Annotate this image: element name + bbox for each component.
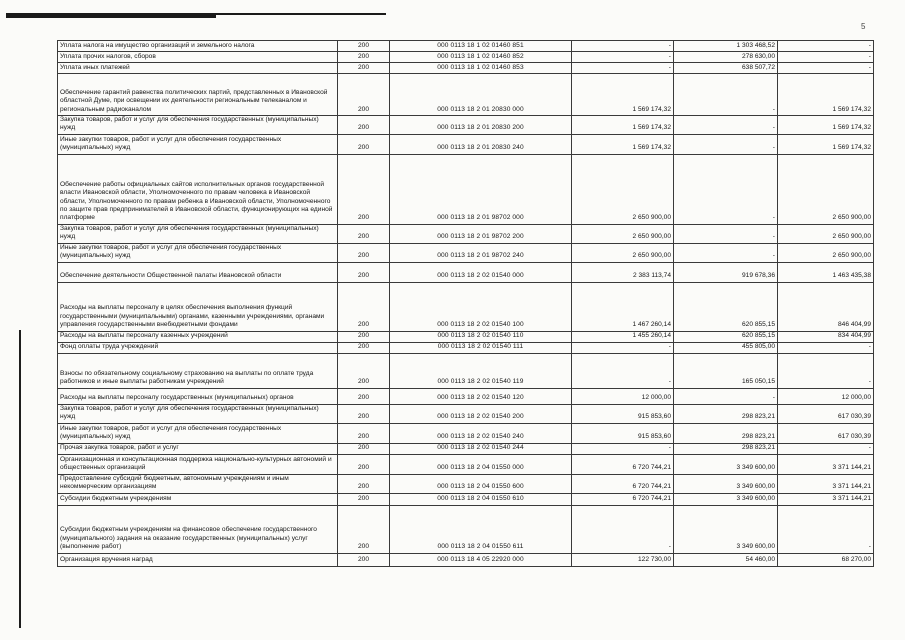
row-approved-amount: -	[572, 63, 674, 74]
row-classification-code: 000 0113 18 1 02 01460 853	[390, 63, 572, 74]
row-line-code: 200	[338, 404, 390, 423]
scan-artifact-edge	[19, 330, 21, 628]
row-approved-amount: -	[572, 443, 674, 454]
row-line-code: 200	[338, 454, 390, 474]
row-description: Обеспечение гарантий равенства политических партий, представленных в Ивановской областной Думе, при освещении их деятельности региональным телеканалом и региональным радиоканалом	[58, 74, 338, 116]
row-executed-amount: 638 507,72	[674, 63, 778, 74]
row-remaining-amount: 617 030,39	[778, 404, 874, 423]
table-row	[58, 74, 874, 116]
row-executed-amount: 298 823,21	[674, 423, 778, 443]
table-row	[58, 443, 874, 454]
row-remaining-amount: 1 463 435,38	[778, 262, 874, 282]
row-line-code: 200	[338, 52, 390, 63]
row-line-code: 200	[338, 443, 390, 454]
row-executed-amount: 455 805,00	[674, 342, 778, 353]
row-approved-amount: 1 455 260,14	[572, 331, 674, 342]
table-row	[58, 454, 874, 474]
row-executed-amount: -	[674, 243, 778, 262]
row-line-code: 200	[338, 262, 390, 282]
row-executed-amount: -	[674, 116, 778, 135]
row-approved-amount: 2 650 900,00	[572, 154, 674, 224]
row-remaining-amount: -	[778, 443, 874, 454]
table-row	[58, 388, 874, 404]
row-classification-code: 000 0113 18 2 01 20830 240	[390, 134, 572, 154]
row-executed-amount: 620 855,15	[674, 331, 778, 342]
row-description: Уплата прочих налогов, сборов	[58, 52, 338, 63]
row-remaining-amount: 834 404,99	[778, 331, 874, 342]
table-row	[58, 262, 874, 282]
row-classification-code: 000 0113 18 1 02 01460 851	[390, 41, 572, 52]
row-classification-code: 000 0113 18 2 02 01540 119	[390, 353, 572, 388]
budget-execution-table	[57, 40, 874, 567]
table-row	[58, 493, 874, 505]
row-line-code: 200	[338, 553, 390, 566]
row-description: Обеспечение работы официальных сайтов исполнительных органов государственной власти Ивановской области, Уполномоченного по правам человека в Ивановской области, Уполномоченного по правам ребенка в Ивановской области, Уполномоченного по защите прав предпринимателей в Ивановской области, функционирующих на единой платформе	[58, 154, 338, 224]
row-line-code: 200	[338, 331, 390, 342]
table-row	[58, 474, 874, 493]
row-remaining-amount: 2 650 900,00	[778, 243, 874, 262]
table-row	[58, 224, 874, 243]
row-classification-code: 000 0113 18 4 05 22920 000	[390, 553, 572, 566]
table-row	[58, 243, 874, 262]
table-row	[58, 282, 874, 331]
row-classification-code: 000 0113 18 2 01 20830 000	[390, 74, 572, 116]
row-approved-amount: 122 730,00	[572, 553, 674, 566]
row-line-code: 200	[338, 353, 390, 388]
table-row	[58, 342, 874, 353]
row-description: Закупка товаров, работ и услуг для обеспечения государственных (муниципальных) нужд	[58, 224, 338, 243]
row-approved-amount: 12 000,00	[572, 388, 674, 404]
row-line-code: 200	[338, 474, 390, 493]
row-executed-amount: 165 050,15	[674, 353, 778, 388]
row-line-code: 200	[338, 423, 390, 443]
row-approved-amount: -	[572, 342, 674, 353]
page-number: 5	[861, 22, 865, 31]
row-remaining-amount: -	[778, 342, 874, 353]
row-approved-amount: 1 569 174,32	[572, 116, 674, 135]
row-approved-amount: 1 569 174,32	[572, 134, 674, 154]
row-executed-amount: 298 823,21	[674, 443, 778, 454]
row-description: Закупка товаров, работ и услуг для обеспечения государственных (муниципальных) нужд	[58, 116, 338, 135]
row-classification-code: 000 0113 18 2 02 01540 100	[390, 282, 572, 331]
row-description: Уплата иных платежей	[58, 63, 338, 74]
table-row	[58, 331, 874, 342]
row-remaining-amount: 1 569 174,32	[778, 134, 874, 154]
row-classification-code: 000 0113 18 2 02 01540 000	[390, 262, 572, 282]
row-description: Расходы на выплаты персоналу в целях обеспечения выполнения функций государственными (муниципальными) органами, казенными учреждениями, органами управления государственными внебюджетными фондами	[58, 282, 338, 331]
row-classification-code: 000 0113 18 2 04 01550 000	[390, 454, 572, 474]
row-line-code: 200	[338, 493, 390, 505]
row-executed-amount: -	[674, 134, 778, 154]
row-remaining-amount: -	[778, 63, 874, 74]
row-executed-amount: 1 303 468,52	[674, 41, 778, 52]
row-remaining-amount: 2 650 900,00	[778, 154, 874, 224]
table-row	[58, 505, 874, 553]
row-description: Закупка товаров, работ и услуг для обеспечения государственных (муниципальных) нужд	[58, 404, 338, 423]
row-executed-amount: -	[674, 224, 778, 243]
row-line-code: 200	[338, 116, 390, 135]
row-classification-code: 000 0113 18 2 01 98702 240	[390, 243, 572, 262]
row-description: Прочая закупка товаров, работ и услуг	[58, 443, 338, 454]
table-body	[58, 41, 874, 567]
row-line-code: 200	[338, 342, 390, 353]
row-remaining-amount: 1 569 174,32	[778, 116, 874, 135]
row-description: Иные закупки товаров, работ и услуг для обеспечения государственных (муниципальных) нужд	[58, 423, 338, 443]
row-classification-code: 000 0113 18 2 02 01540 120	[390, 388, 572, 404]
row-remaining-amount: 3 371 144,21	[778, 493, 874, 505]
row-description: Иные закупки товаров, работ и услуг для обеспечения государственных (муниципальных) нужд	[58, 243, 338, 262]
row-remaining-amount: 617 030,39	[778, 423, 874, 443]
row-executed-amount: 3 349 600,00	[674, 454, 778, 474]
table-row	[58, 63, 874, 74]
row-approved-amount: 2 383 113,74	[572, 262, 674, 282]
row-description: Иные закупки товаров, работ и услуг для обеспечения государственных (муниципальных) нужд	[58, 134, 338, 154]
row-approved-amount: -	[572, 353, 674, 388]
row-line-code: 200	[338, 243, 390, 262]
table-row	[58, 52, 874, 63]
row-executed-amount: -	[674, 74, 778, 116]
row-line-code: 200	[338, 224, 390, 243]
row-classification-code: 000 0113 18 2 04 01550 600	[390, 474, 572, 493]
row-remaining-amount: 846 404,99	[778, 282, 874, 331]
row-line-code: 200	[338, 505, 390, 553]
row-remaining-amount: -	[778, 41, 874, 52]
row-description: Фонд оплаты труда учреждений	[58, 342, 338, 353]
row-description: Субсидии бюджетным учреждениям на финансовое обеспечение государственного (муниципального) задания на оказание государственных (муниципальных) услуг (выполнение работ)	[58, 505, 338, 553]
row-line-code: 200	[338, 282, 390, 331]
row-description: Расходы на выплаты персоналу государственных (муниципальных) органов	[58, 388, 338, 404]
row-description: Взносы по обязательному социальному страхованию на выплаты по оплате труда работников и иные выплаты работникам учреждений	[58, 353, 338, 388]
row-classification-code: 000 0113 18 2 01 20830 200	[390, 116, 572, 135]
row-remaining-amount: -	[778, 52, 874, 63]
row-approved-amount: -	[572, 52, 674, 63]
row-classification-code: 000 0113 18 2 02 01540 200	[390, 404, 572, 423]
row-approved-amount: 6 720 744,21	[572, 454, 674, 474]
scan-artifact-bar	[6, 15, 216, 18]
row-executed-amount: 54 460,00	[674, 553, 778, 566]
row-remaining-amount: 1 569 174,32	[778, 74, 874, 116]
row-approved-amount: 2 650 900,00	[572, 243, 674, 262]
row-executed-amount: 298 823,21	[674, 404, 778, 423]
row-classification-code: 000 0113 18 2 01 98702 000	[390, 154, 572, 224]
row-description: Уплата налога на имущество организаций и земельного налога	[58, 41, 338, 52]
table-row	[58, 553, 874, 566]
row-approved-amount: 2 650 900,00	[572, 224, 674, 243]
row-remaining-amount: 68 270,00	[778, 553, 874, 566]
row-classification-code: 000 0113 18 1 02 01460 852	[390, 52, 572, 63]
row-remaining-amount: 3 371 144,21	[778, 454, 874, 474]
row-executed-amount: 919 678,36	[674, 262, 778, 282]
row-line-code: 200	[338, 63, 390, 74]
row-classification-code: 000 0113 18 2 02 01540 244	[390, 443, 572, 454]
table-row	[58, 116, 874, 135]
row-executed-amount: -	[674, 154, 778, 224]
row-approved-amount: 1 569 174,32	[572, 74, 674, 116]
row-classification-code: 000 0113 18 2 01 98702 200	[390, 224, 572, 243]
row-description: Предоставление субсидий бюджетным, автономным учреждениям и иным некоммерческим организациям	[58, 474, 338, 493]
row-approved-amount: 915 853,60	[572, 423, 674, 443]
row-remaining-amount: 2 650 900,00	[778, 224, 874, 243]
row-classification-code: 000 0113 18 2 04 01550 610	[390, 493, 572, 505]
row-remaining-amount: -	[778, 353, 874, 388]
row-executed-amount: 278 630,00	[674, 52, 778, 63]
row-line-code: 200	[338, 134, 390, 154]
row-executed-amount: -	[674, 388, 778, 404]
row-remaining-amount: 12 000,00	[778, 388, 874, 404]
row-executed-amount: 3 349 600,00	[674, 505, 778, 553]
row-classification-code: 000 0113 18 2 02 01540 240	[390, 423, 572, 443]
row-description: Организационная и консультационная поддержка национально-культурных автономий и общественных организаций	[58, 454, 338, 474]
row-approved-amount: -	[572, 505, 674, 553]
table-row	[58, 154, 874, 224]
row-line-code: 200	[338, 388, 390, 404]
row-line-code: 200	[338, 41, 390, 52]
table-row	[58, 353, 874, 388]
row-executed-amount: 3 349 600,00	[674, 474, 778, 493]
row-approved-amount: 1 467 260,14	[572, 282, 674, 331]
row-approved-amount: 6 720 744,21	[572, 493, 674, 505]
row-classification-code: 000 0113 18 2 02 01540 110	[390, 331, 572, 342]
row-description: Расходы на выплаты персоналу казенных учреждений	[58, 331, 338, 342]
row-remaining-amount: 3 371 144,21	[778, 474, 874, 493]
row-line-code: 200	[338, 154, 390, 224]
table-row	[58, 41, 874, 52]
row-line-code: 200	[338, 74, 390, 116]
table-row	[58, 134, 874, 154]
row-executed-amount: 3 349 600,00	[674, 493, 778, 505]
row-classification-code: 000 0113 18 2 02 01540 111	[390, 342, 572, 353]
table-row	[58, 423, 874, 443]
row-description: Обеспечение деятельности Общественной палаты Ивановской области	[58, 262, 338, 282]
row-description: Субсидии бюджетным учреждениям	[58, 493, 338, 505]
table-row	[58, 404, 874, 423]
row-remaining-amount: -	[778, 505, 874, 553]
row-approved-amount: 915 853,60	[572, 404, 674, 423]
row-description: Организация вручения наград	[58, 553, 338, 566]
budget-table-sheet	[57, 40, 873, 567]
row-executed-amount: 620 855,15	[674, 282, 778, 331]
row-approved-amount: 6 720 744,21	[572, 474, 674, 493]
row-approved-amount: -	[572, 41, 674, 52]
row-classification-code: 000 0113 18 2 04 01550 611	[390, 505, 572, 553]
